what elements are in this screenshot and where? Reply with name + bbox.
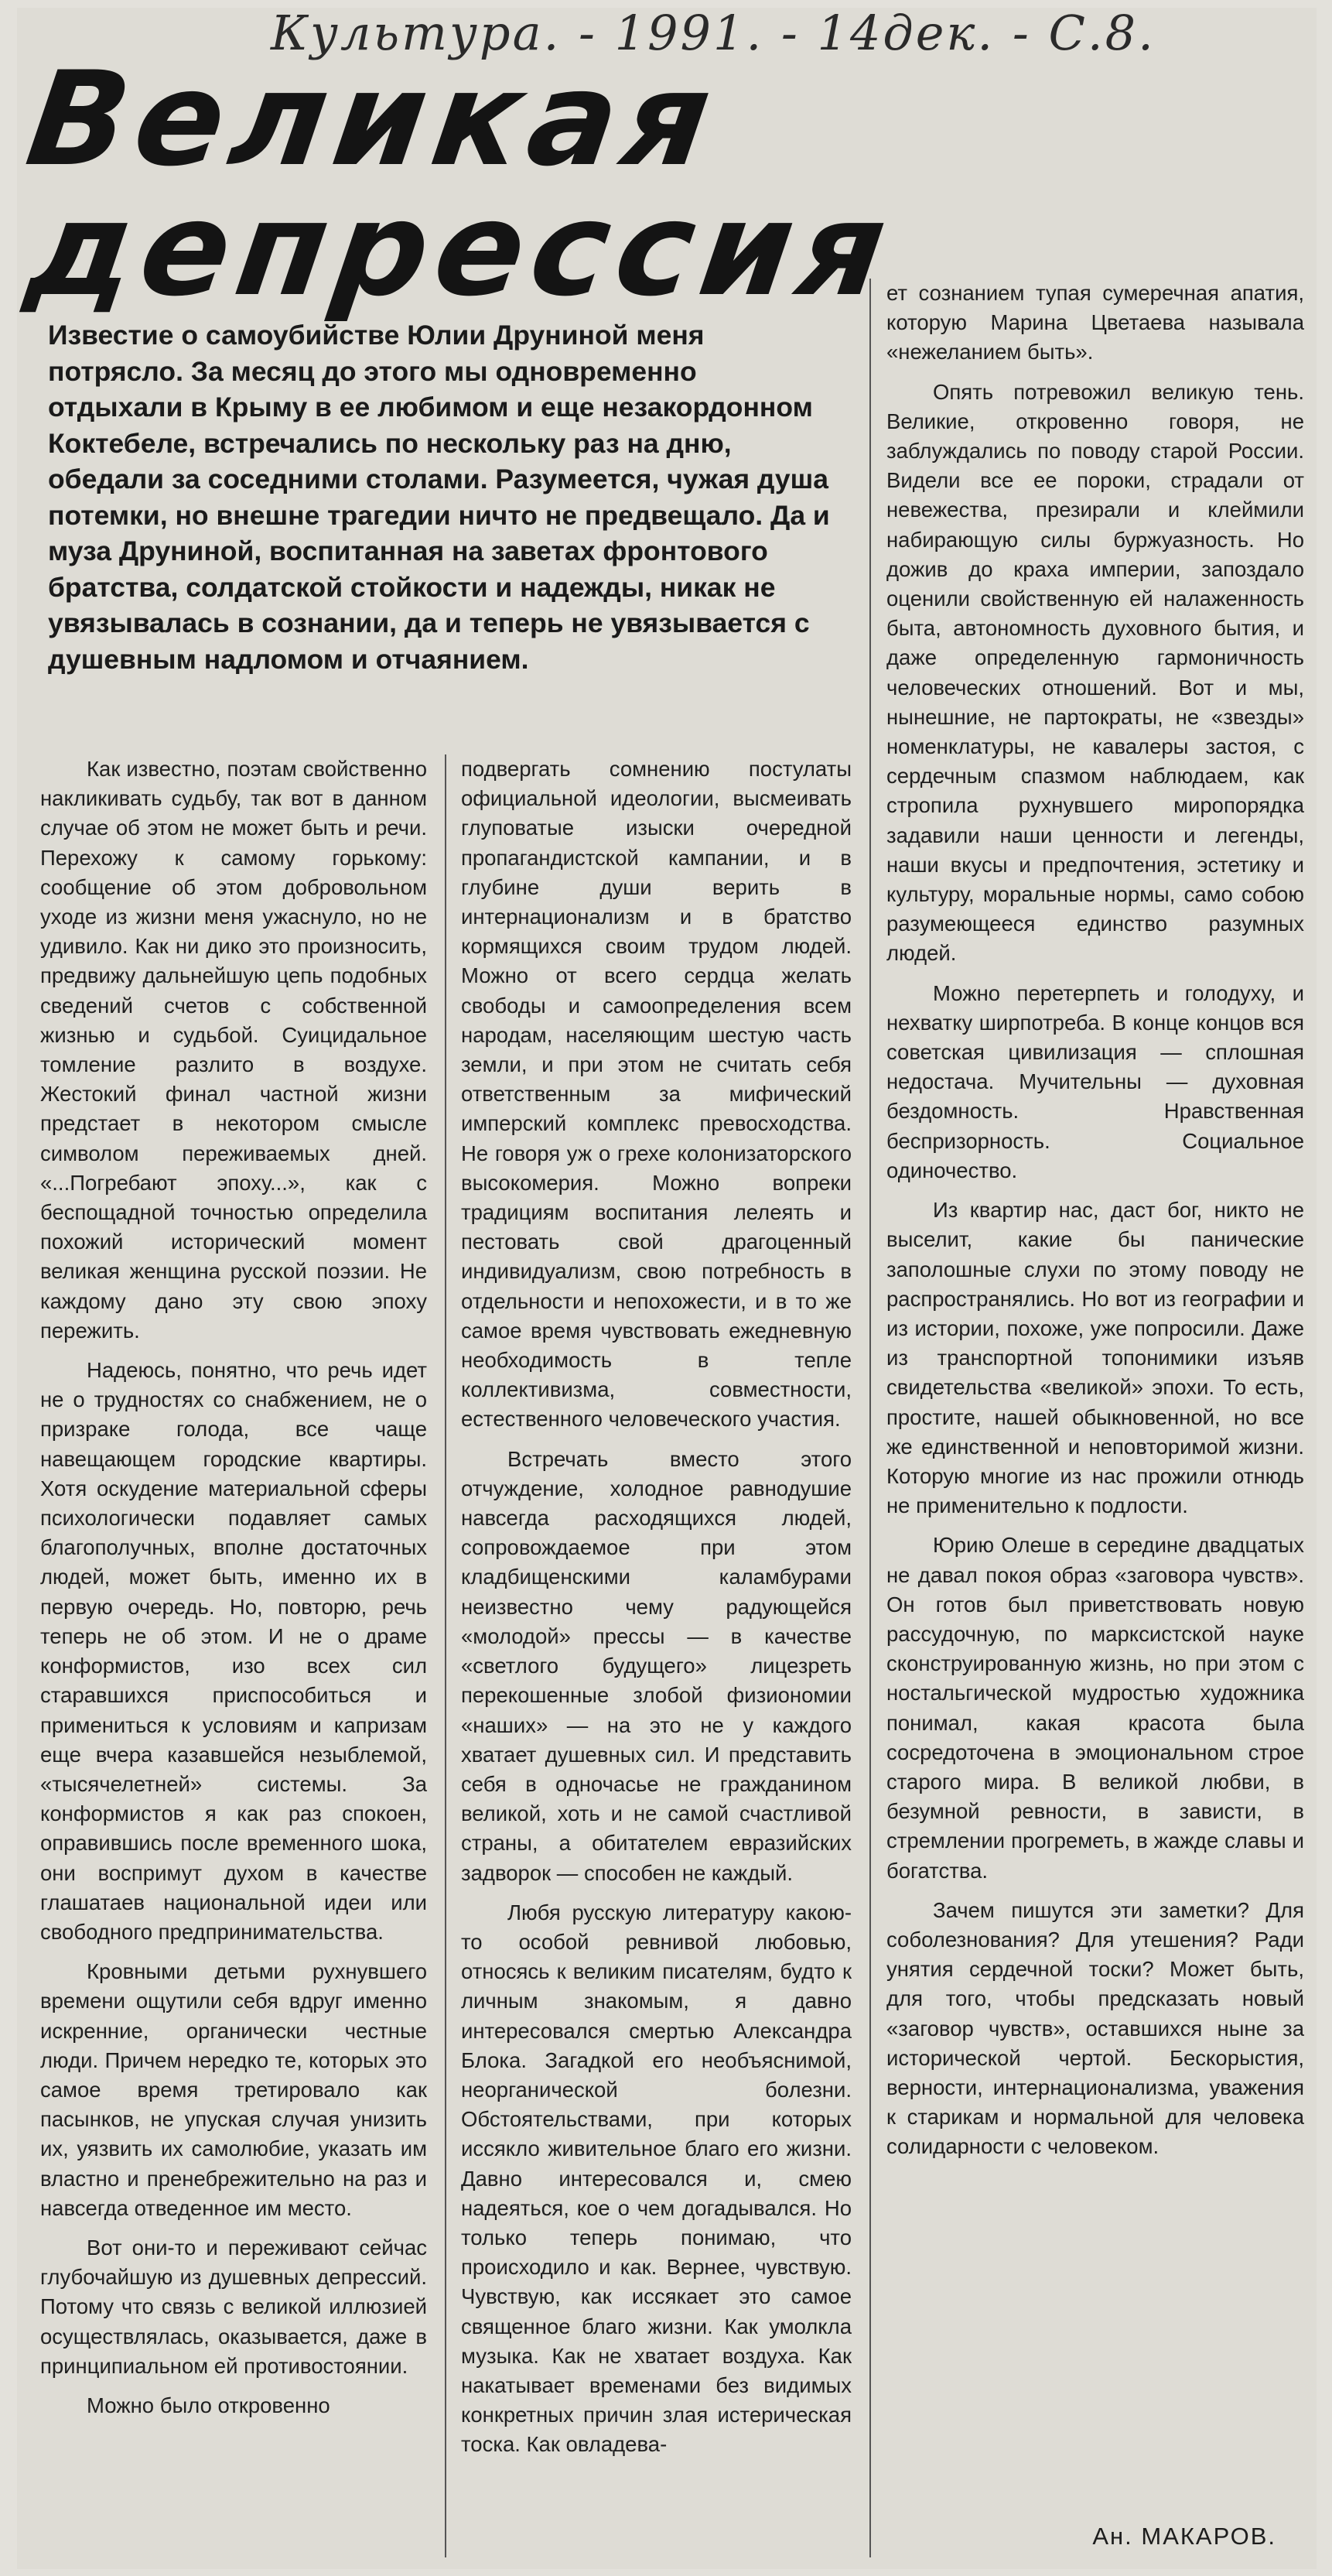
paragraph: Кровными детьми рухнувшего времени ощутили себя вдруг именно искренние, органически честные люди. Причем нередко те, которых это самое время третировало как пасынков, не упуская случая унизить их, уязвить их самолюбие, указать им властно и пренебрежительно на раз и навсегда отведенное им место. (40, 1959, 427, 2220)
paragraph: ет сознанием тупая сумеречная апатия, которую Марина Цветаева называла «нежеланием быть». (886, 281, 1304, 364)
author-signature: Ан. МАКАРОВ. (1092, 2523, 1276, 2550)
handwritten-citation: Культура. - 1991. - 14дек. - С.8. (271, 5, 1156, 61)
paragraph: Любя русскую литературу какою-то особой ревнивой любовью, относясь к великим писателям, будто к личным знакомым, я давно интересовался смертью Александра Блока. Загадкой его необъяснимой, неорганической болезни. Обстоятельствами, при которых иссякло живительное благо его жизни. Давно интересовался и, смею надеяться, кое о чем догадывался. Но только теперь понимаю, что происходило и как. Вернее, чувствую. Чувствую, как иссякает это самое священное благо жизни. Как умолкла музыка. Как не хватает воздуха. Как накатывает временами без видимых конкретных причин злая истерическая тоска. Как овладева- (461, 1900, 852, 2457)
paragraph: Юрию Олеше в середине двадцатых не давал покоя образ «заговора чувств». Он готов был приветствовать новую рассудочную, по марксистской науке сконструированную жизнь, но при этом с ностальгической мудростью художника понимал, какая красота была сосредоточена в эмоциональном строе старого мира. В великой любви, в безумной ревности, в зависти, в стремлении прогреметь, в жажде славы и богатства. (886, 1533, 1304, 1883)
paragraph: Вот они-то и переживают сейчас глубочайшую из душевных депрессий. Потому что связь с великой иллюзией осуществлялась, оказывается, даже в принципиальном ей противостоянии. (40, 2235, 427, 2378)
paragraph: Можно перетерпеть и голодуху, и нехватку ширпотреба. В конце концов вся советская цивилизация — сплошная недостача. Мучительны — духовная бездомность. Нравственная беспризорность. Социальное одиночество. (886, 980, 1304, 1182)
paragraph: Зачем пишутся эти заметки? Для соболезнования? Для утешения? Ради унятия сердечной тоски? Может быть, для того, чтобы предсказать новый «заговор чувств», оставшихся ныне за исторической чертой. Бескорыстия, верности, интернационализма, уважения к старикам и нормальной для человека солидарности с человеком. (886, 1897, 1304, 2159)
paragraph: Можно было откровенно (87, 2393, 330, 2417)
paragraph: Встречать вместо этого отчуждение, холодное равнодушие навсегда расходящихся людей, сопровождаемое при этом кладбищенскими каламбурами неизвестно чему радующейся «молодой» прессы — в качестве «светлого будущего» лицезреть перекошенные злобой физиономии «наших» — на это не у каждого хватает душевных сил. И представить себя в одночасье не гражданином великой, хоть и не самой счастливой страны, а обитателем евразийских задворок — способен не каждый. (461, 1446, 852, 1885)
headline-line-1: Великая (19, 43, 727, 195)
article-column-3 (886, 279, 1304, 2172)
headline (19, 43, 1112, 325)
article-column-2 (461, 754, 852, 2470)
paragraph: Надеюсь, понятно, что речь идет не о трудностях со снабжением, не о призраке голода, все чаще навещающем городские квартиры. Хотя оскудение материальной сферы психологически подавляет самых благополучных, вполне достаточных людей, может быть, именно их в первую очередь. Но, повторю, речь теперь не об этом. И не о драме конформистов, изо всех сил старавшихся приспособиться и примениться к условиям и капризам еще вчера казавшейся незыблемой, «тысячелетней» системы. За конформистов я как раз спокоен, оправившись после временного шока, они воспримут духом в качестве глашатаев национальной идеи или свободного предпринимательства. (40, 1358, 427, 1944)
column-divider (445, 754, 446, 2557)
column-divider (869, 279, 871, 2557)
lead-paragraph: Известие о самоубийстве Юлии Друниной меня потрясло. За месяц до этого мы одновременно отдыхали в Крыму в ее любимом и еще незакордонном Коктебеле, встречались по нескольку раз на дню, обедали за соседними столами. Разумеется, чужая душа потемки, но внешне трагедии ничто не предвещало. Да и муза Друниной, воспитанная на заветах фронтового братства, солдатской стойкости и надежды, никак не увязывалась в сознании, да и теперь не увязывается с душевным надломом и отчаянием. (48, 320, 830, 675)
article-column-1 (40, 754, 427, 2431)
paragraph: Из квартир нас, даст бог, никто не выселит, какие бы панические заполошные слухи по этому поводу не распространялись. Но вот из географии и из истории, похоже, уже попросили. Даже из транспортной топонимики изъяв свидетельства «великой» эпохи. То есть, простите, нашей обыкновенной, но все же единственной и неповторимой жизни. Которую многие из нас прожили отнюдь не применительно к подлости. (886, 1198, 1304, 1518)
paragraph: подвергать сомнению постулаты официальной идеологии, высмеивать глуповатые изыски очередной пропагандистской кампании, и в глубине души верить в интернационализм и в братство кормящихся своим трудом людей. Можно от всего сердца желать свободы и самоопределения всем народам, населяющим шестую часть земли, и при этом не считать себя ответственным за мифический имперский комплекс превосходства. Не говоря уж о грехе колонизаторского высокомерия. Можно вопреки традициям воспитания лелеять и пестовать свой драгоценный индивидуализм, свою потребность в отдельности и непохожести, и в то же самое время чувствовать ежедневную необходимость в тепле коллективизма, совместности, естественного человеческого участия. (461, 757, 852, 1432)
headline-line-2: депрессия (19, 173, 903, 325)
paragraph: Опять потревожил великую тень. Великие, откровенно говоря, не заблуждались по поводу старой России. Видели все ее пороки, страдали от невежества, презирали и клеймили набирающую силы буржуазность. Но дожив до краха империи, запоздало оценили свойственную ей налаженность быта, автономность духовного бытия, и даже определенную гармоничность человеческих отношений. Вот и мы, нынешние, не партократы, не «звезды» номенклатуры, не кавалеры застоя, с сердечным спазмом наблюдаем, как стропила рухнувшего миропорядка задавили наши ценности и легенды, наши вкусы и предпочтения, эстетику и культуру, моральные нормы, само собою разумеющееся единство разумных людей. (886, 379, 1304, 966)
paragraph: Как известно, поэтам свойственно накликивать судьбу, так вот в данном случае об этом не может быть и речи. Перехожу к самому горькому: сообщение об этом добровольном уходе из жизни меня ужаснуло, но не удивило. Как ни дико это произносить, предвижу дальнейшую цепь подобных сведений счетов с собственной жизнью и судьбой. Суицидальное томление разлито в воздухе. Жестокий финал частной жизни предстает в некотором смысле символом переживаемых дней. «...Погребают эпоху...», как с беспощадной точностью определила похожий исторический момент великая женщина русской поэзии. Не каждому дано эту свою эпоху пережить. (40, 757, 427, 1343)
